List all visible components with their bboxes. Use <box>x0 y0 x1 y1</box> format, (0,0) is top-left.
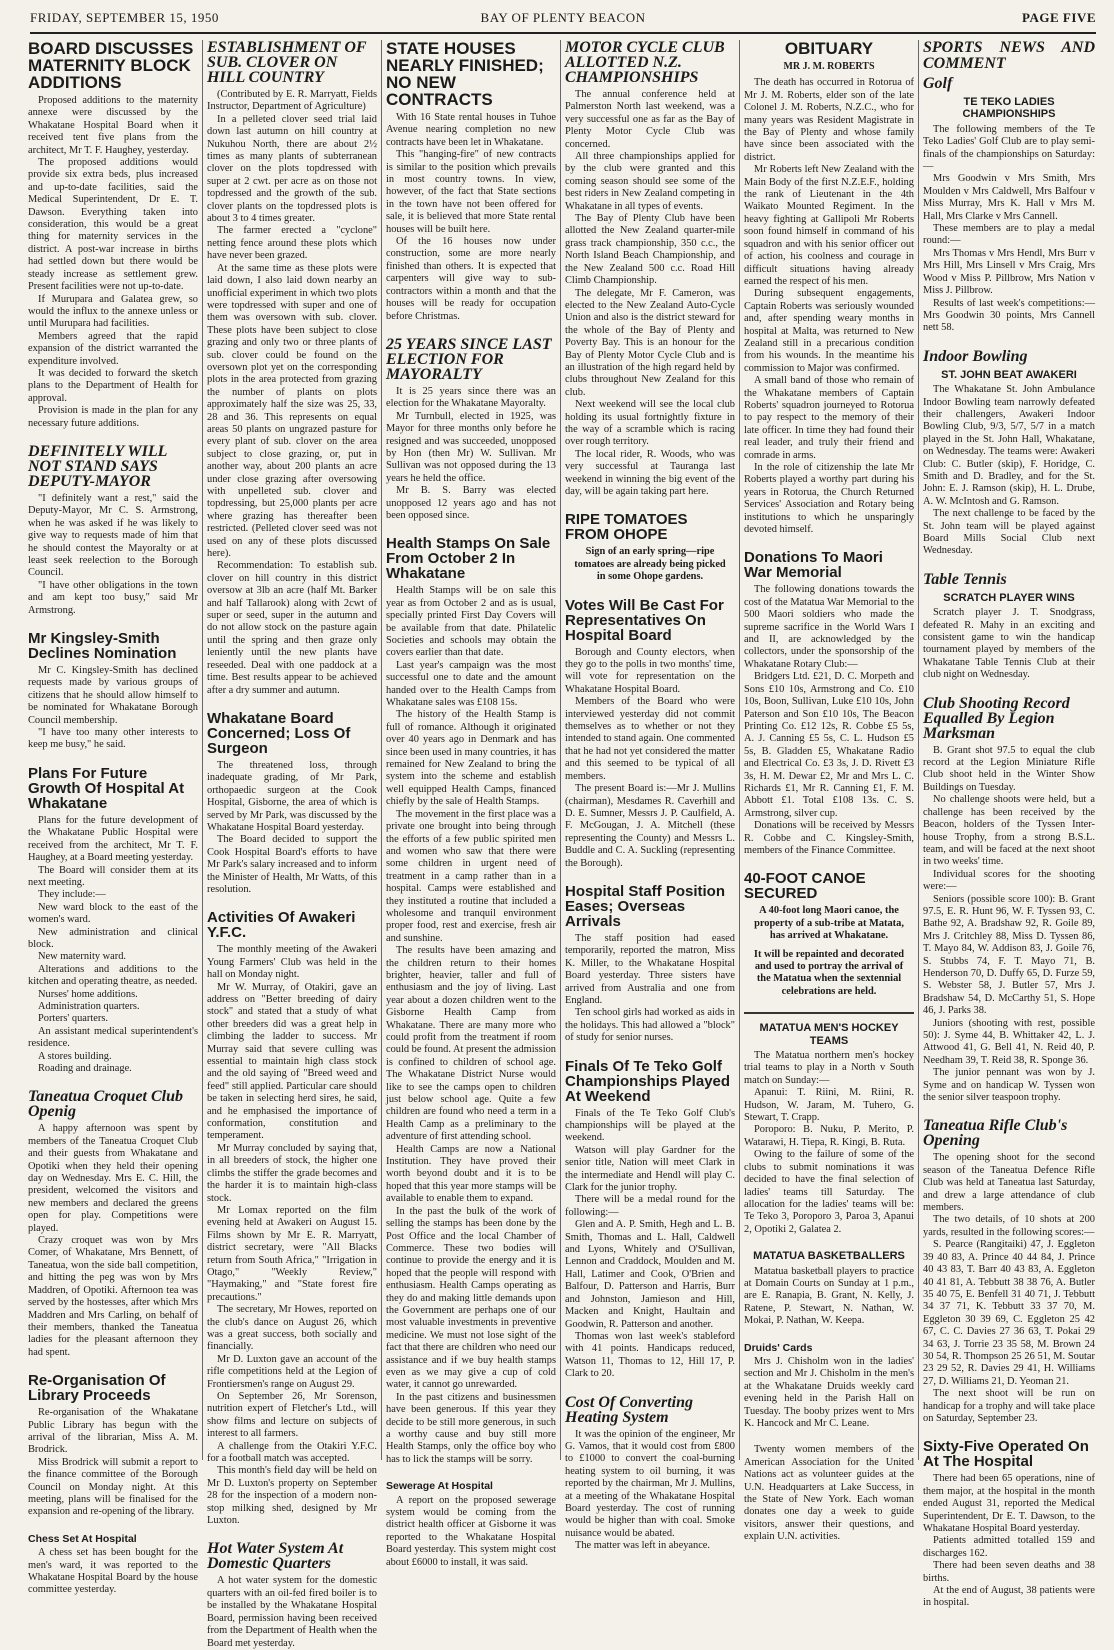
paragraph: "I definitely want a rest," said the Deputy-Mayor, Mr C. S. Armstrong, when he was asked if he was likely to give way to requests made of him that he should contest the Mayoralty or at least seek reelection to the Borough Council. <box>28 492 198 579</box>
paragraph: Mr Roberts left New Zealand with the Main Body of the first N.Z.E.F., holding the rank of Lieutenant in the 4th Waikato Mounted Regiment. In the heavy fighting at Gallipoli Mr Roberts soon found himself in command of his squadron and with his senior officer out of action, his coolness and courage in difficult situations having already earned the respect of his men. <box>744 164 914 287</box>
headline: Donations To Maori War Memorial <box>744 549 883 582</box>
paragraph: This "hanging-fire" of new contracts is similar to the position which prevails in most country towns. In view, however, of the fact that State sections in the town have not been offered for sale, it is believed that more State rental houses will be built here. <box>386 149 556 235</box>
paragraph: New administration and clinical block. <box>28 926 198 950</box>
article-un-guides <box>744 1444 914 1543</box>
paragraph: The secretary, Mr Howes, reported on the club's dance on August 26, which was a great success, both socially and financially. <box>207 1304 377 1353</box>
article-hockey-teams <box>744 1022 914 1236</box>
headline: Chess Set At Hospital <box>28 1532 137 1545</box>
paragraph: The opening shoot for the second season of the Taneatua Defence Rifle Club was held at Taneatua last Saturday, and drew a large attendance of club members. <box>923 1152 1095 1214</box>
article-chess-set <box>28 1533 198 1597</box>
paragraph: Nurses' home additions. <box>38 988 138 1000</box>
article-awakeri-yfc <box>207 910 377 1527</box>
headline: DEFINITELY WILL NOT STAND SAYS DEPUTY-MAYOR <box>28 442 167 490</box>
paragraph: The Board will consider them at its next meeting. <box>28 864 198 888</box>
paragraph: The farmer erected a "cyclone" netting fence around these plots which have never been grazed. <box>207 225 377 262</box>
paragraph: The following donations towards the cost of the Matatua War Memorial to the 500 Maori soldiers who made the supreme sacrifice in the World Wars I and II, are acknowledged by the collectors, under the sponsorship of the Whakatane Rotary Club:— <box>744 584 914 670</box>
paragraph: The following members of the Te Teko Ladies' Golf Club are to play semi-finals of the championships on Saturday:— <box>923 123 1095 173</box>
paragraph: Donations will be received by Messrs R. Cobbe and C. Kingsley-Smith, members of the Finance Committee. <box>744 820 914 856</box>
paragraph: A report on the proposed sewerage system would be coming from the district health officer at Gisborne it was reported to the Whakatane Hospital Board yesterday. This system might cost about £6000 to install, it was said. <box>386 1494 556 1568</box>
paragraph: All three championships applied for by the club were granted and this coming season should see some of the best riders in New Zealand competing in Whakatane in all types of events. <box>565 151 735 212</box>
headline: Cost Of Converting Heating System <box>565 1393 694 1426</box>
deck: A 40-foot long Maori canoe, the property of a sub-tribe at Matata, has arrived at Whakatane. <box>754 905 904 942</box>
paragraph: Bridgers Ltd. £21, D. C. Morpeth and Sons £10 10s, Armstrong and Co. £10 10s, Boon, Sullivan, Luke £10 10s, John Paterson and Son £10 10s, The Beacon Printing Co. £12 12s, R. Cobbe £5 5s, A. J. Canning £5 5s, C. L. Hudson £5 5s, B. Gladden £5, Whakatane Radio and Electrical Co. £3 3s, J. D. Rivett £3 3s, H. M. Dewar £2, Mr and Mrs L. C. Richards £1, Mr R. Canning £1, F. M. Abbott £1. Total £108 13s. C. S. Armstrong, silver cup. <box>744 671 914 819</box>
section-heading: Golf <box>923 75 953 92</box>
headline: Sewerage At Hospital <box>386 1480 493 1493</box>
paragraph: The annual conference held at Palmerston North last weekend, was a very successful one as far as the Bay of Plenty Motor Cycle Club was concerned. <box>565 89 735 150</box>
paragraph: Members agreed that the rapid expansion of the district warranted the expenditure involved. <box>28 330 198 367</box>
headline: Hot Water System At Domestic Quarters <box>207 1540 344 1573</box>
paragraph: Matatua basketball players to practice at Domain Courts on Sunday at 1 p.m., are E. Ranapia, B. Grant, N. Kelly, J. Ratene, P. Stewart, N. Nathan, W. Mokai, P. Nathan, W. Keepa. <box>744 1265 914 1327</box>
paragraph: In the role of citizenship the late Mr Roberts played a worthy part during his years in Rotorua, the Church Returned Services' Association and Rotary being institutions to which he unsparingly devoted himself. <box>744 462 914 536</box>
headline: Health Stamps On Sale From October 2 In Whakatane <box>386 535 551 583</box>
paragraph: Borough and County electors, when they go to the polls in two months' time, will vote for representation on the Whakatane Hospital Board. <box>565 646 735 695</box>
article-sewerage <box>386 1480 556 1569</box>
article-canoe <box>744 871 914 998</box>
article-state-houses <box>386 40 556 323</box>
headline: MOTOR CYCLE CLUB ALLOTTED N.Z. CHAMPIONSHIPS <box>565 39 725 86</box>
article-war-memorial <box>744 550 914 857</box>
paragraph: New maternity ward. <box>38 951 127 963</box>
article-te-teko-golf <box>565 1059 735 1381</box>
article-obituary <box>744 40 914 536</box>
headline: Plans For Future Growth Of Hospital At Whakatane <box>28 764 185 812</box>
article-rifle-club <box>923 1118 1095 1425</box>
paragraph: Mr Turnbull, elected in 1925, was Mayor for three months only before he resigned and was succeeded, unopposed by Hon (then Mr) W. Sullivan. Mr Sullivan was not opposed during the 13 years he held the office. <box>386 410 556 484</box>
paragraph: Watson will play Gardner for the senior title, Nation will meet Clark in the intermediate and Hendl will play C. Clark for the junior trophy. <box>565 1144 735 1194</box>
subhead: MR J. M. ROBERTS <box>783 61 875 72</box>
article-maternity-block <box>28 40 198 430</box>
paragraph: Poroporo: B. Nuku, P. Merito, P. Watarawi, H. Tiepa, R. Kingi, B. Ruta. <box>744 1124 914 1148</box>
paragraph: Mr C. Kingsley-Smith has declined requests made by various groups of citizens that he should allow himself to be nominated for Whakatane Borough Council membership. <box>28 665 198 726</box>
paragraph: Mrs J. Chisholm won in the ladies' section and Mr J. Chisholm in the men's at the Whakatane Druids weekly card evening held in the Parish Hall on Tuesday. The booby prizes went to Mrs K. Hancock and Mr C. Leane. <box>744 1355 914 1429</box>
paragraph: Mr D. Luxton gave an account of the rifle competitions held at the Legion of Frontiersmen's range on August 29. <box>207 1353 377 1390</box>
paragraph: Mr Lomax reported on the film evening held at Awakeri on August 15. Films shown by Mr E. R. Marryatt, district secretary, were "All Blacks return from South Africa," "Irrigation in Otago," "Weekly Review," "Haymaking," and "State forest fire precautions." <box>207 1204 377 1303</box>
paragraph: Results of last week's competitions:—Mrs Goodwin 30 points, Mrs Cannell nett 58. <box>923 297 1095 334</box>
paragraph: A chess set has been bought for the men's ward, it was reported to the Whakatane Hospital Board by the house committee yesterday. <box>28 1547 198 1596</box>
paragraph: Proposed additions to the maternity annexe were discussed by the Whakatane Hospital Board when it received tent five plans from the architect, Mr T. F. Haughey, yesterday. <box>28 95 198 156</box>
article-club-shooting <box>923 696 1095 1105</box>
deck: It will be repainted and decorated and used to portray the arrival of the Matatua when the sextennial celebrations are held. <box>753 948 905 997</box>
headline: 25 YEARS SINCE LAST ELECTION FOR MAYORALTY <box>386 335 552 383</box>
column-4 <box>565 39 735 1552</box>
paragraph: (Contributed by E. R. Marryatt, Fields Instructor, Department of Agriculture) <box>207 89 377 113</box>
paragraph: Miss Brodrick will submit a report to the finance committee of the Borough Council on Monday night. At this meeting, plans will be finalised for the expansion and re-opening of the library. <box>28 1456 198 1518</box>
paragraph: Glen and A. P. Smith, Hegh and L. B. Smith, Thomas and L. Hall, Caldwell and Lyons, Whitely and O'Sullivan, Lennon and Craddock, Moulden and M. Hall, Latimer and Cook, O'Brien and Balfour, D. Patterson and Harris, Burr and Johnston, Jamieson and Hill, Macken and Knight, Haultain and Goodwin, R. Patterson and another. <box>565 1219 735 1330</box>
paragraph: Mr W. Murray, of Otakiri, gave an address on "Better breeding of dairy stock" and stated that a study of what other breeders did was a great help in climbing the ladder to success. Mr Murray said that severe culling was essential to maintain high class stock and the old saying of "Breed weed and feed" still applied. Particular care should be taken in selecting herd sires, he said, and he emphasised the importance of conformation, constitution and temperament. <box>207 981 377 1142</box>
paragraph: The Bay of Plenty Club have been allotted the New Zealand quarter-mile grass track championship, 350 c.c., the North Island Beach Championship, and the New Zealand 500 c.c. Road Hill Climb Championship. <box>565 213 735 287</box>
headline: Taneatua Rifle Club's Opening <box>923 1117 1068 1150</box>
headline: Mr Kingsley-Smith Declines Nomination <box>28 630 177 663</box>
headline: ST. JOHN BEAT AWAKERI <box>941 368 1077 381</box>
paragraph: The history of the Health Stamp is full of romance. Although it originated over 40 years ago in Denmark and has since been used in many countries, it has remained for New Zealand to bring the system into the scheme and establish well equipped Health Camps, financed chiefly by the sale of Health Stamps. <box>386 709 556 808</box>
paragraph: "I have other obligations in the town and am kept too busy," said Mr Armstrong. <box>28 579 198 616</box>
article-hospital-staff <box>565 884 735 1045</box>
article-operations <box>923 1439 1095 1609</box>
headline: BOARD DISCUSSES MATERNITY BLOCK ADDITIONS <box>28 39 194 92</box>
paragraph: Crazy croquet was won by Mrs Comer, of Whakatane, Mrs Bennett, of Taneatua, won the side ball competition, and hitting the peg was won by Mrs Maddren, of Opotiki. Afternoon tea was served by the hostesses, after which Mrs Maddren and Mrs Carling, on behalf of their members, thanked the Taneatua ladies for the pleasant afternoon they had spent. <box>28 1235 198 1358</box>
headline: 40-FOOT CANOE SECURED <box>744 870 866 903</box>
headline: SCRATCH PLAYER WINS <box>943 591 1075 604</box>
article-basketballers <box>744 1250 914 1327</box>
paragraph: Recommendation: To establish sub. clover on hill country in this district oversow at 3lb an acre (half Mt. Barker and half Tallarook) along with 2cwt of super or seed, super in the autumn and do not allow stock on the pasture again until the spring and then graze only leniently until the new plants have reseeded. Deal with one paddock at a time. Best results appear to be achieved after a dry summer and autumn. <box>207 560 377 696</box>
paragraph: Administration quarters. <box>38 1000 140 1012</box>
paragraph: It was decided to forward the sketch plans to the Department of Health for approval. <box>28 367 198 404</box>
masthead <box>30 6 1096 34</box>
divider <box>744 1012 914 1014</box>
column-5 <box>744 39 914 1543</box>
paragraph: Health Camps are now a National Institution. They have proved their worth beyond doubt and it is to be hoped that this year more stamps will be available to enable them to expand. <box>386 1143 556 1205</box>
paragraph: Mr Murray concluded by saying that, in all breeders of stock, the higher one climbs the stiffer the grade becomes and the harder it is to maintain high-class stock. <box>207 1142 377 1204</box>
paragraph: These members are to play a medal round:— <box>923 223 1095 247</box>
article-croquet-club <box>28 1089 198 1359</box>
article-scratch-player <box>923 592 1095 682</box>
paragraph: The threatened loss, through inadequate grading, of Mr Park, orthopaedic surgeon at the Cook Hospital, Gisborne, the area of which is served by Mr Park, was discussed by the Whakatane Hospital Board yesterday. <box>207 759 377 833</box>
headline: Activities Of Awakeri Y.F.C. <box>207 909 356 942</box>
paragraph: In the past citizens and businessmen have been generous. If this year they decide to be still more generous, in such a worthy cause and buy still more Health Stamps, only the office boy who has to lick the stamps will be sorry. <box>386 1391 556 1465</box>
paragraph: The Matatua northern men's hockey trial teams to play in a North v South match on Sunday:— <box>744 1050 914 1086</box>
paragraph: Juniors (shooting with rest, possible 50): J. Syme 44, B. Whittaker 42, L. J. Attwood 41, G. Bell 41, N. Reid 40, P. Needham 39, T. Reid 38, R. Sponge 36. <box>923 1017 1095 1066</box>
article-kingsley-smith <box>28 631 198 752</box>
article-deputy-mayor <box>28 444 198 617</box>
paragraph: The junior pennant was won by J. Syme and on handicap W. Tyssen won the senior silver teaspoon trophy. <box>923 1067 1095 1104</box>
paragraph: Individual scores for the shooting were:— <box>923 868 1095 893</box>
paragraph: The proposed additions would provide six extra beds, plus increased and up-to-date facilities, said the Medical Superintendent, Dr E. T. Dawson. Everything taken into consideration, this would be a great thing for maternity services in the district. A post-war increase in births had settled down but there would be steady increase as settlement grew. Present facilities were not up-to-date. <box>28 157 198 293</box>
paragraph: Mrs Thomas v Mrs Hendl, Mrs Burr v Mrs Hill, Mrs Linsell v Mrs Craig, Mrs Wood v Miss P. Pillbrow, Mrs Nation v Miss J. Pillbrow. <box>923 247 1095 297</box>
column-rule <box>918 40 919 1460</box>
article-library <box>28 1373 198 1519</box>
headline: Whakatane Board Concerned; Loss Of Surgeon <box>207 709 351 757</box>
paragraph: An assistant medical superintendent's residence. <box>28 1025 198 1050</box>
article-loss-of-surgeon <box>207 711 377 896</box>
paragraph: It is 25 years since there was an election for the Whakatane Mayoralty. <box>386 385 556 410</box>
paragraph: Patients admitted totalled 159 and discharges 162. <box>923 1535 1095 1559</box>
headline: Finals Of Te Teko Golf Championships Played At Weekend <box>565 1057 731 1105</box>
paragraph: The Board decided to support the Cook Hospital Board's efforts to have Mr Park's salary increased and to inform the Minister of Health, Mr Watts, of this resolution. <box>207 834 377 895</box>
paragraph: A happy afternoon was spent by members of the Taneatua Croquet Club and their guests from Whakatane and Opotiki when they held their opening day on Wednesday. Mrs E. C. Hill, the president, welcomed the visitors and new members and declared the greens open for play. Competitions were played. <box>28 1123 198 1234</box>
headline: Sixty-Five Operated On At The Hospital <box>923 1438 1089 1471</box>
column-rule <box>381 40 382 1460</box>
paragraph: The present Board is:—Mr J. Mullins (chairman), Mesdames R. Caverhill and D. E. Sumner, Messrs J. P. Caulfield, A. F. McGougan, J. A. Mitchell (these representing the County) and Messrs L. Buddle and C. A. Suckling (representing the Borough). <box>565 783 735 869</box>
paragraph: At the same time as these plots were laid down, I also laid down nearby an unofficial experiment in which two plots were topdressed with super and one of them was oversown with sub. clover. These plots have been subject to close grazing and only two or three plants of sub. clover could be found on the oversown plot yet on the corresponding plots in the area protected from grazing the number of plants on plots approximately half the size was 25, 33, 28 and 36. This represents on equal areas 50 plants on ungrazed pasture for every plant of sub. clover on the area subject to close grazing, or, put in another way, about 200 plants an acre under close grazing after oversowing with unpelleted sub. clover and topdressing, but 25,000 plants per acre where grazing has thereafter been restricted. (Pelleted clover seed was not used on any of these plots discussed here). <box>207 262 377 560</box>
paragraph: B. Grant shot 97.5 to equal the club record at the Legion Miniature Rifle Club shoot held in the Winter Show Buildings on Tuesday. <box>923 744 1095 793</box>
paragraph: A stores building. <box>38 1050 112 1062</box>
paragraph: Porters' quarters. <box>38 1013 108 1025</box>
paragraph: A challenge from the Otakiri Y.F.C. for a football match was accepted. <box>207 1440 377 1465</box>
paragraph: The death has occurred in Rotorua of Mr J. M. Roberts, elder son of the late Colonel J. M. Roberts, N.Z.C., who for many years was Resident Magistrate in the Bay of Plenty and whose family have since been associated with the district. <box>744 77 914 163</box>
headline: STATE HOUSES NEARLY FINISHED; NO NEW CONTRACTS <box>386 39 544 109</box>
column-3 <box>386 39 556 1568</box>
headline: ESTABLISHMENT OF SUB. CLOVER ON HILL COUNTRY <box>207 39 367 86</box>
deck: Sign of an early spring—ripe tomatoes are already being picked in some Ohope gardens. <box>574 546 726 583</box>
article-hospital-growth <box>28 766 198 1076</box>
paragraph: The monthly meeting of the Awakeri Young Farmers' Club was held in the hall on Monday night. <box>207 944 377 981</box>
paragraph: The next shoot will be run on handicap for a trophy and will take place on Saturday, September 23. <box>923 1388 1095 1424</box>
paragraph: Of the 16 houses now under construction, some are more nearly finished than others. It is expected that carpenters will give way to sub-contractors within a month and that the houses will be ready for occupation before Christmas. <box>386 236 556 322</box>
headline: RIPE TOMATOES FROM OHOPE <box>565 511 688 544</box>
paragraph: If Murupara and Galatea grew, so would the influx to the annexe unless or until Murupara had facilities. <box>28 293 198 330</box>
paragraph: Plans for the future development of the Whakatane Public Hospital were received from the architect, Mr T. F. Haughey, at a Board meeting yesterday. <box>28 814 198 864</box>
paragraph: The matter was left in abeyance. <box>575 1540 711 1552</box>
paragraph: Finals of the Te Teko Golf Club's championships will be played at the weekend. <box>565 1107 735 1144</box>
paragraph: This month's field day will be held on Mr D. Luxton's property on September 28 for the inspection of a modern non-stop milking shed, designed by Mr Luxton. <box>207 1465 377 1527</box>
newspaper-title: BAY OF PLENTY BEACON <box>480 10 646 25</box>
paragraph: The two details, of 10 shots at 200 yards, resulted in the following scores:— <box>923 1214 1095 1238</box>
paragraph: In a pelleted clover seed trial laid down last autumn on hill country at Nukuhou North, there are about 2½ times as many plants of subterranean clover on the plots topdressed with super at 2 cwt. per acre as on those not topdressed and the growth of the sub. clover plants on the topdressed plots is about 3 to 4 times greater. <box>207 113 377 225</box>
paragraph: Thomas won last week's stableford with 41 points. Handicaps reduced, Watson 11, Thomas to 12, Hill 17, P. Clark to 20. <box>565 1330 735 1380</box>
headline: Club Shooting Record Equalled By Legion Marksman <box>923 694 1070 742</box>
paragraph: Members of the Board who were interviewed yesterday did not commit themselves as to whether or not they intended to stand again. One commented that he had not yet considered the matter and this seemed to be typical of all members. <box>565 696 735 782</box>
page-number: PAGE FIVE <box>1022 10 1096 25</box>
article-st-john <box>923 369 1095 558</box>
paragraph: At the end of August, 38 patients were in hospital. <box>923 1585 1095 1609</box>
paragraph: Alterations and additions to the kitchen and operating theatre, as needed. <box>28 963 198 988</box>
column-rule <box>202 40 203 1460</box>
paragraph: Seniors (possible score 100): B. Grant 97.5, E. R. Hunt 96, W. F. Tyssen 93, C. Bathe 92, A. Bradshaw 92, R. Goile 89, Mrs J. Critchley 88, Miss D. Tyssen 86, T. Mayo 84, W. Addison 83, J. Goile 76, S. Stubbs 74, F. T. Mayo 71, B. Henderson 70, D. Duffy 65, D. Furze 59, S. Webster 58, J. Butler 57, Mrs J. Bradshaw 54, D. McCarthy 51, S. Hope 46, J. Parks 38. <box>923 893 1095 1017</box>
paragraph: Scratch player J. T. Snodgrass, defeated R. Mahy in an exciting and consistent game to win the handicap tournament played by members of the Whakatane Table Tennis Club at their club night on Wednesday. <box>923 607 1095 681</box>
paragraph: Roading and drainage. <box>38 1063 132 1074</box>
paragraph: Next weekend will see the local club holding its usual fortnightly fixture in the way of a scramble which is racing over rough territory. <box>565 399 735 448</box>
column-6 <box>923 39 1095 1609</box>
paragraph: The local rider, R. Woods, who was very successful at Tauranga last weekend in winning the big event of the day, will be again taking part here. <box>565 448 735 497</box>
section-heading: Table Tennis <box>923 570 1007 588</box>
headline: Votes Will Be Cast For Representatives On Hospital Board <box>565 596 724 644</box>
headline: TE TEKO LADIES CHAMPIONSHIPS <box>962 96 1056 121</box>
article-ripe-tomatoes <box>565 512 735 583</box>
paragraph: The next challenge to be faced by the St. John team will be played against Board Mills Social Club next Wednesday. <box>923 508 1095 557</box>
paragraph: Last year's campaign was the most successful one to date and the amount handed over to the Health Camps from Whakatane sales was £108 15s. <box>386 659 556 709</box>
section-heading: SPORTS NEWS AND COMMENT <box>923 39 1095 72</box>
paragraph: On September 26, Mr Sorenson, nutrition expert of Fletcher's Ltd., will show films and lecture on subjects of interest to all farmers. <box>207 1391 377 1440</box>
paragraph: Apanui: T. Riini, M. Riini, R. Hudson, W. Jaram, M. Tuhero, G. Stewart, T. Crapp. <box>744 1087 914 1124</box>
paragraph: A small band of those who remain of the Whakatane members of Captain Roberts' squadron journeyed to Rotorua to pay respect to the memory of their late officer. In time they had found their real leader, and truly their friend and comrade in arms. <box>744 375 914 461</box>
paragraph: In the past the bulk of the work of selling the stamps has been done by the Post Office and the local Chamber of Commerce. These two bodies will continue to provide the energy and it is hoped that the people will respond with enthusiasm. Health Camps operating as they do and making little demands upon the Government are perhaps one of our most valuable investments in preventive medicine. We must not lose sight of the fact that there are children who need our assistance and if we buy health stamps even as we may give a cup of cold water, it cannot go unrewarded. <box>386 1205 556 1391</box>
paragraph: Health Stamps will be on sale this year as from October 2 and as is usual, specially printed First Day Covers will be available from that date. Philatelic Societies and schools may obtain the covers earlier than that date. <box>386 585 556 659</box>
paragraph: There had been 65 operations, nine of them major, at the hospital in the month ended August 31, reported the Medical Superintendent, Dr E. T. Dawson, to the Whakatane Hospital Board yesterday. <box>923 1473 1095 1534</box>
column-rule <box>739 40 740 1460</box>
paragraph: The movement in the first place was a private one brought into being through the efforts of a few public spirited men and women who saw that there were some children in urgent need of treatment in a camp rather than in a hospital. Camps were established and they instituted a routine that included a wholesome and tranquil environment proper food, rest and exercise, fresh air and sunshine. <box>386 808 556 944</box>
headline: Taneatua Croquet Club Openig <box>28 1088 184 1121</box>
issue-date: FRIDAY, SEPTEMBER 15, 1950 <box>30 10 219 25</box>
headline: MATATUA MEN'S HOCKEY TEAMS <box>759 1022 899 1047</box>
paragraph: The results have been amazing and the children return to their homes brighter, heavier, taller and full of enthusiasm and the joy of living. Last year about a dozen children went to the Gisborne Health Camp from Whakatane. There are many more who could profit from the treatment if room could be found. At present the admission is confined to children of school age. The Whakatane District Nurse would like to see the camps open to children just below school age. Quite a few children are found who need a term in a Health Camp as a preliminary to the adventure of first attending school. <box>386 945 556 1143</box>
paragraph: "I have too many other interests to keep me busy," he said. <box>28 727 198 751</box>
column-1 <box>28 39 198 1596</box>
paragraph: Mrs Goodwin v Mrs Smith, Mrs Moulden v Mrs Caldwell, Mrs Balfour v Miss Murray, Mrs K. Hall v Mrs M. Hall, Mrs Clarke v Mrs Cannell. <box>923 173 1095 222</box>
paragraph: There will be a medal round for the following:— <box>565 1194 735 1218</box>
paragraph: S. Pearce (Rangitaiki) 47, J. Eggleton 39 40 83, A. Prince 40 44 84, J. Prince 40 43 83, T. Barr 40 43 83, A. Eggleton 40 41 81, A. Tebbutt 38 38 76, A. Butler 35 40 75, E. Benfell 31 40 71, J. Tebbutt 34 37 71, K. Tebbutt 33 37 70, M. Eggleton 30 39 69, C. Eggleton 25 42 67, C. C. Davies 27 36 63, T. Pokai 29 34 63, J. Torrie 23 35 58, M. Brown 24 30 54, R. Thompson 25 26 51, M. Soutar 23 29 52, R. Davies 29 41, H. Williams 27, D. Williams 21, D. Yeoman 21. <box>923 1239 1095 1387</box>
paragraph: The delegate, Mr F. Cameron, was elected to the New Zealand Auto-Cycle Union and also is the district steward for the whole of the Bay of Plenty and Poverty Bay. This is an honour for the Bay of Plenty Motor Cycle Club and is an illustration of the high regard held by clubs throughout New Zealand for this club. <box>565 287 735 398</box>
paragraph: Provision is made in the plan for any necessary future additions. <box>28 405 198 429</box>
paragraph: No challenge shoots were held, but a challenge has been received by the Beacon, holders of the Tyssen Inter-house Trophy, from a strong B.S.L. team, and will be faced at the next shoot in two weeks' time. <box>923 794 1095 868</box>
headline: Re-Organisation Of Library Proceeds <box>28 1372 166 1405</box>
article-druids-cards <box>744 1342 914 1431</box>
article-health-stamps <box>386 536 556 1466</box>
paragraph: There had been seven deaths and 38 births. <box>923 1560 1095 1584</box>
paragraph: Mr B. S. Barry was elected unopposed 12 years ago and has not been opposed since. <box>386 485 556 521</box>
paragraph: Twenty women members of the American Association for the United Nations act as volunteer guides at the U.N. Headquarters at Lake Success, in the State of New York. Each woman donates one day a week to guide visitors, answer their questions, and explain U.N. activities. <box>744 1444 914 1543</box>
paragraph: New ward block to the east of the women's ward. <box>28 901 198 926</box>
headline: OBITUARY <box>784 39 874 58</box>
paragraph: The staff position had eased temporarily, reported the matron, Miss K. Miller, to the Whakatane Hospital Board yesterday. Three sisters have arrived from Australia and one from England. <box>565 932 735 1006</box>
column-2 <box>207 39 377 1649</box>
paragraph: They include:— <box>38 889 106 901</box>
article-sub-clover <box>207 40 377 697</box>
paragraph: Owing to the failure of some of the clubs to submit nominations it was decided to have the final selection of ladies' teams till Saturday. The allocation for the ladies' teams will be: Te Teko 3, Poroporo 3, Paroa 3, Apanui 2, Opotiki 2, Galatea 2. <box>744 1149 914 1235</box>
headline: MATATUA BASKETBALLERS <box>753 1250 905 1263</box>
article-mayoralty <box>386 337 556 522</box>
paragraph: With 16 State rental houses in Tuhoe Avenue nearing completion no new contracts have been let in Whakatane. <box>386 112 556 148</box>
paragraph: Re-organisation of the Whakatane Public Library has begun with the arrival of the librarian, Miss A. M. Brodrick. <box>28 1407 198 1456</box>
section-heading: Indoor Bowling <box>923 347 1028 365</box>
paragraph: Ten school girls had worked as aids in the holidays. This had allowed a "block" of study for senior nurses. <box>565 1007 735 1044</box>
article-heating-system <box>565 1395 735 1553</box>
paragraph: A hot water system for the domestic quarters with an oil-fed fired boiler is to be installed by the Whakatane Hospital Board, permission having been received from the Department of Health when the Board met yesterday. <box>207 1575 377 1649</box>
paragraph: The Whakatane St. John Ambulance Indoor Bowling team narrowly defeated their challengers, Awakeri Indoor Bowling Club, 9/3, 5/7, 5/7 in a match played in the St. John Hall, Whakatane, on Wednesday. The teams were: Awakeri Club: C. Butler (skip), F. Horidge, C. Smith and D. Bradley, and for the St. John: E. J. Ramson (skip), H. L. Drube, A. W. McIntosh and G. Ramson. <box>923 384 1095 507</box>
headline: Druids' Cards <box>744 1341 813 1354</box>
article-motor-cycle-club <box>565 40 735 498</box>
headline: Hospital Staff Position Eases; Overseas Arrivals <box>565 882 726 930</box>
article-votes <box>565 598 735 870</box>
paragraph: It was the opinion of the engineer, Mr G. Vamos, that it would cost from £800 to £1000 to convert the coal-burning heating system to oil burning, it was reported by the chairman, Mr J. Mullins, at a meeting of the Whakatane Hospital Board yesterday. The cost of running would be higher than with coal. Smoke nuisance would be abated. <box>565 1428 735 1539</box>
column-rule <box>560 40 561 1460</box>
paragraph: During subsequent engagements, Captain Roberts was seriously wounded and, after spending weary months in hospital at Malta, was returned to New Zealand still in a precarious condition from his wounds. In the meantime his commission to Major was confirmed. <box>744 288 914 374</box>
article-hot-water <box>207 1541 377 1649</box>
article-ladies-championships <box>923 96 1095 335</box>
